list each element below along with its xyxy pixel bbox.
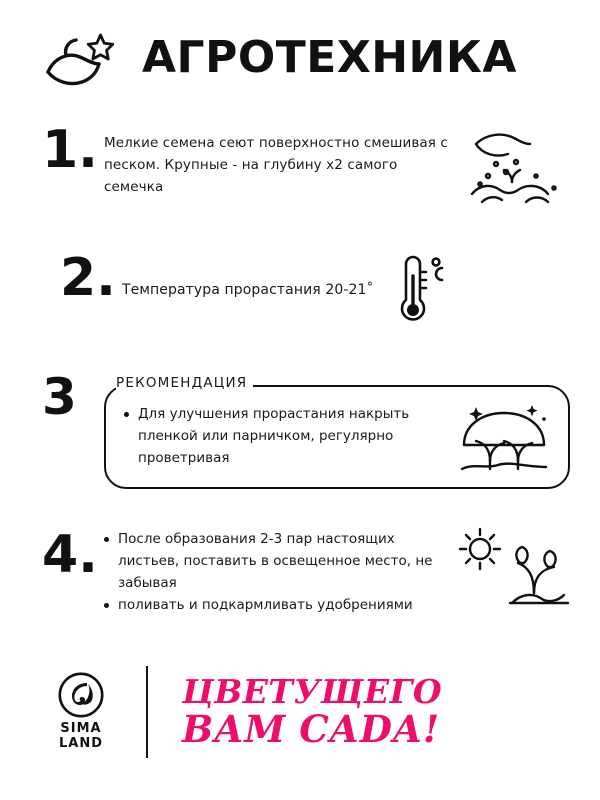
step-2-text: Температура прорастания 20-21˚	[122, 281, 374, 298]
step-1-text: Мелкие семена сеют поверхностно смешивая с песком. Крупные - на глубину х2 самого семечка	[104, 135, 448, 195]
step-1-number: 1.	[42, 120, 98, 180]
footer	[42, 666, 570, 758]
slogan-block	[174, 672, 570, 751]
step-3-bullet-1: Для улучшения прорастания накрыть пленкой или парничком, регулярно проветривая	[124, 404, 448, 470]
step-3	[42, 368, 570, 489]
sun-and-sprout-icon	[450, 523, 570, 609]
footer-divider	[146, 666, 148, 758]
hand-sowing-seeds-icon	[466, 124, 570, 208]
recommendation-label: РЕКОМЕНДАЦИЯ	[116, 375, 253, 391]
steps-list	[0, 120, 600, 616]
brand-name-line-1: SIMA	[60, 721, 102, 737]
hand-with-star-icon	[42, 28, 128, 92]
step-3-bullets	[124, 404, 448, 470]
brand-block	[42, 672, 120, 751]
step-4-bullets	[104, 529, 440, 616]
greenhouse-sprout-icon	[456, 401, 552, 473]
step-2-number: 2.	[60, 248, 116, 308]
step-4-number: 4.	[42, 525, 98, 585]
step-2	[42, 248, 570, 328]
header	[0, 0, 600, 90]
step-4-bullet-1: После образования 2-3 пар настоящих листьев, поставить в освещенное место, не забывая	[104, 529, 440, 595]
thermometer-celsius-icon	[384, 252, 446, 328]
step-1	[42, 120, 570, 208]
step-3-number: 3	[42, 368, 77, 426]
sima-land-logo-icon	[58, 703, 104, 722]
step-4-bullet-2: поливать и подкармливать удобрениями	[104, 595, 440, 617]
step-4	[42, 525, 570, 616]
brand-name-line-2: LAND	[58, 736, 103, 751]
recommendation-box	[104, 385, 570, 489]
slogan-line-2: ВАМ САDА!	[182, 706, 440, 751]
slogan-line-1: ЦВЕТУЩЕГО	[182, 672, 443, 712]
page-title: АГРОТЕХНИКА	[142, 32, 517, 83]
